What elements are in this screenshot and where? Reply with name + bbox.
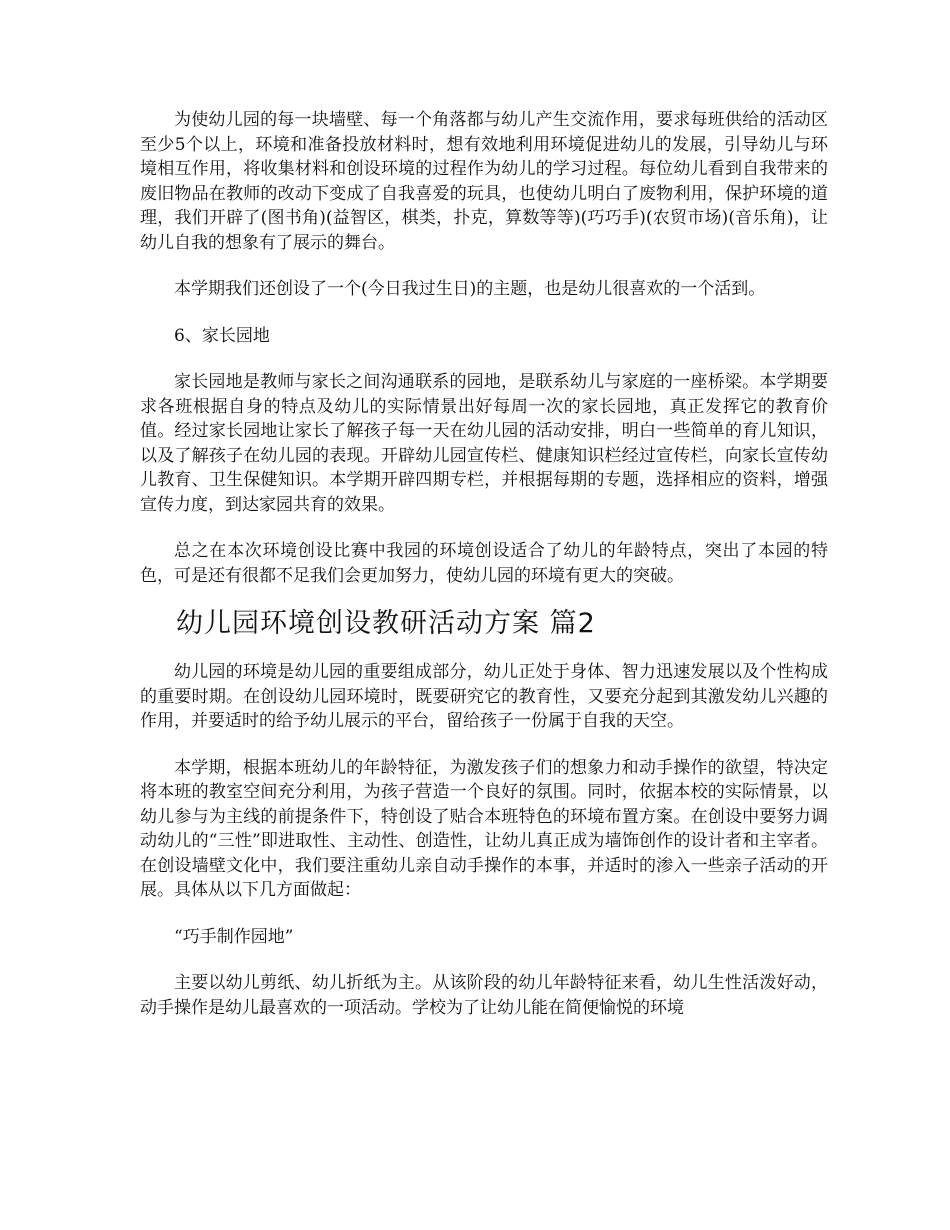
paragraph-semester-plan: 本学期，根据本班幼儿的年龄特征，为激发孩子们的想象力和动手操作的欲望，特决定将本班的教室空间充分利用，为孩子营造一个良好的氛围。同时，依据本校的实际情景，以幼儿参与为主线的前提条件下，特创设了贴合本班特色的环境布置方案。在创设中要努力调动幼儿的“三性”即进取性、主动性、创造性，让幼儿真正成为墙饰创作的设计者和主宰者。在创设墙壁文化中，我们要注重幼儿亲自动手操作的本事，并适时的渗入一些亲子活动的开展。具体从以下几方面做起： bbox=[140, 757, 828, 900]
document-page bbox=[140, 108, 828, 1020]
paragraph-environment-intro: 幼儿园的环境是幼儿园的重要组成部分，幼儿正处于身体、智力迅速发展以及个性构成的重要时期。在创设幼儿园环境时，既要研究它的教育性，又要充分起到其激发幼儿兴趣的作用，并要适时的给予幼儿展示的平台，留给孩子一份属于自我的天空。 bbox=[140, 662, 828, 731]
paragraph-craft-corner: 主要以幼儿剪纸、幼儿折纸为主。从该阶段的幼儿年龄特征来看，幼儿生性活泼好动，动手操作是幼儿最喜欢的一项活动。学校为了让幼儿能在简便愉悦的环境 bbox=[140, 973, 828, 1018]
document-title: 幼儿园环境创设教研活动方案 篇2 bbox=[176, 608, 596, 639]
section-heading-parents-garden: 6、家长园地 bbox=[174, 325, 270, 346]
paragraph-birthday-theme: 本学期我们还创设了一个(今日我过生日)的主题，也是幼儿很喜欢的一个活到。 bbox=[174, 279, 766, 299]
paragraph-conclusion: 总之在本次环境创设比赛中我园的环境创设适合了幼儿的年龄特点，突出了本园的特色，可是还有很都不足我们会更加努力，使幼儿园的环境有更大的突破。 bbox=[140, 541, 828, 586]
paragraph-activity-areas: 为使幼儿园的每一块墙壁、每一个角落都与幼儿产生交流作用，要求每班供给的活动区至少5个以上，环境和准备投放材料时，想有效地利用环境促进幼儿的发展，引导幼儿与环境相互作用，将收集材料和创设环境的过程作为幼儿的学习过程。每位幼儿看到自我带来的废旧物品在教师的改动下变成了自我喜爱的玩具，也使幼儿明白了废物利用，保护环境的道理，我们开辟了(图书角)(益智区，棋类，扑克，算数等等)(巧巧手)(农贸市场)(音乐角)，让幼儿自我的想象有了展示的舞台。 bbox=[140, 110, 828, 253]
subheading-craft-corner: “巧手制作园地” bbox=[174, 926, 294, 947]
paragraph-parents-garden: 家长园地是教师与家长之间沟通联系的园地，是联系幼儿与家庭的一座桥梁。本学期要求各班根据自身的特点及幼儿的实际情景出好每周一次的家长园地，真正发挥它的教育价值。经过家长园地让家长了解孩子每一天在幼儿园的活动安排，明白一些简单的育儿知识，以及了解孩子在幼儿园的表现。开辟幼儿园宣传栏、健康知识栏经过宣传栏，向家长宣传幼儿教育、卫生保健知识。本学期开辟四期专栏，并根据每期的专题，选择相应的资料，增强宣传力度，到达家园共育的效果。 bbox=[140, 372, 828, 515]
